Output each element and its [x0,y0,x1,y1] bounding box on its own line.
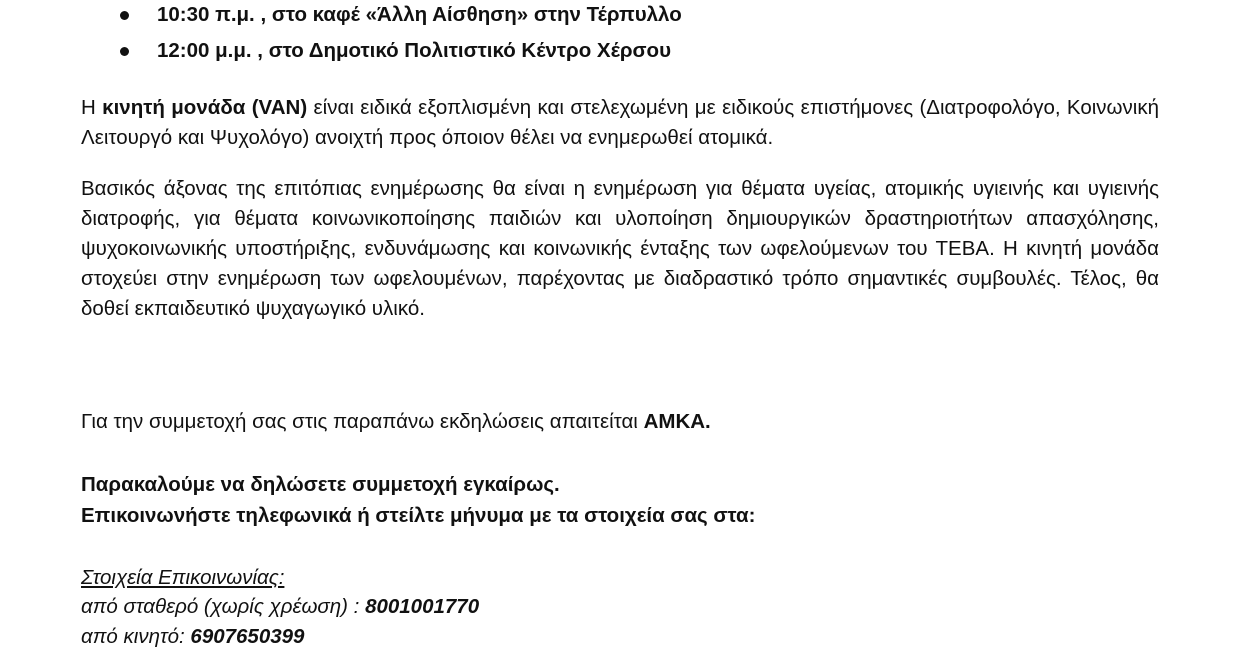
van-prefix: Η [81,96,103,119]
schedule-item [120,0,820,36]
bullet-icon [120,47,129,56]
schedule-item [120,36,820,72]
schedule-list [120,0,820,72]
van-description-text: είναι ειδικά εξοπλισμένη και στελεχωμένη με ειδικούς επιστήμονες (Διατροφολόγο, Κοινωνική Λειτουργό και Ψυχολόγο) ανοιχτή προς όποιον θέλει να ενημερωθεί ατομικά. [81,96,1159,149]
van-description-paragraph [81,93,1159,153]
schedule-item-text: 10:30 π.μ. , στο καφέ «Άλλη Αίσθηση» στην Τέρπυλλο [157,3,682,26]
landline-number: 8001001770 [365,595,480,618]
mobile-number: 6907650399 [190,625,305,648]
amka-keyword: ΑΜΚΑ. [643,410,711,433]
amka-notice [81,407,711,437]
landline-contact [81,592,479,622]
landline-label: από σταθερό (χωρίς χρέωση) : [81,595,366,618]
amka-notice-text: Για την συμμετοχή σας στις παραπάνω εκδηλώσεις απαιτείται [81,410,644,433]
contact-instruction: Επικοινωνήστε τηλεφωνικά ή στείλτε μήνυμα με τα στοιχεία σας στα: [81,504,756,527]
contact-heading: Στοιχεία Επικοινωνίας: [81,566,285,589]
mobile-contact [81,622,304,652]
van-unit-name: κινητή μονάδα (VAN) [102,96,308,119]
schedule-item-text: 12:00 μ.μ. , στο Δημοτικό Πολιτιστικό Κέντρο Χέρσου [157,39,672,62]
register-request: Παρακαλούμε να δηλώσετε συμμετοχή εγκαίρως. [81,473,560,496]
focus-paragraph: Βασικός άξονας της επιτόπιας ενημέρωσης θα είναι η ενημέρωση για θέματα υγείας, ατομικής υγιεινής και υγιεινής διατροφής, για θέματα κοινωνικοποίησης παιδιών και υλοποίηση δημιουργικών δραστηριοτήτων απασχόλησης, ψυχοκοινωνικής υποστήριξης, ενδυνάμωσης και κοινωνικής ένταξης των ωφελούμενων του ΤΕΒΑ. Η κινητή μονάδα στοχεύει στην ενημέρωση των ωφελουμένων, παρέχοντας με διαδραστικό τρόπο σημαντικές συμβουλές. Τέλος, θα δοθεί εκπαιδευτικό ψυχαγωγικό υλικό. [81,177,1159,320]
bullet-icon [120,11,129,20]
mobile-label: από κινητό: [81,625,191,648]
